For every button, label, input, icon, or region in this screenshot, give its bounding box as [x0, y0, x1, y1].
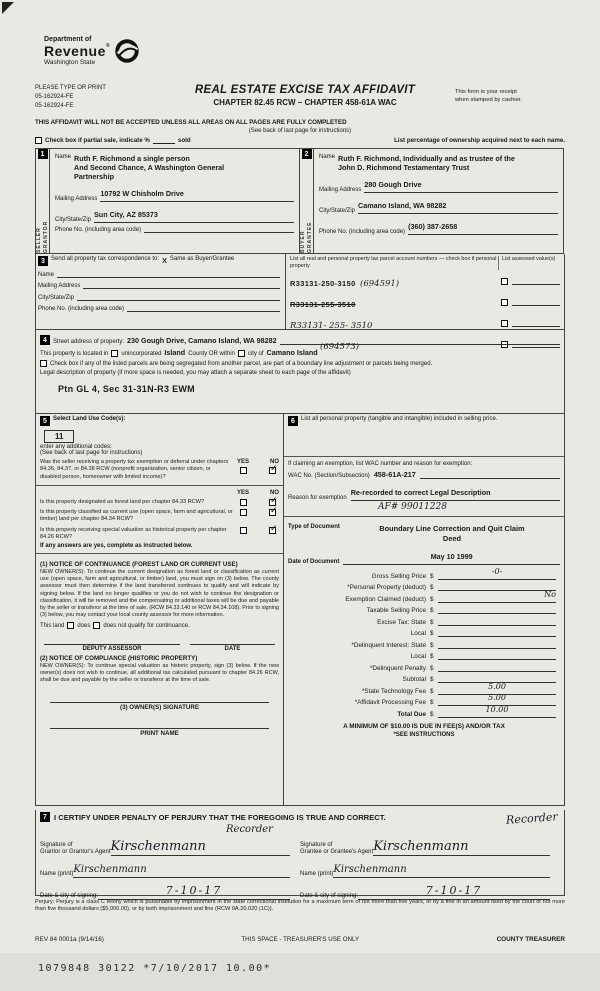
date-of-document-label: Date of Document [288, 559, 340, 566]
recorder-handwritten-right: Recorder [505, 810, 559, 827]
divider-line [36, 553, 283, 554]
parcel-3-personal-checkbox [501, 320, 508, 327]
document-date-value: May 10 1999 [430, 552, 473, 562]
form-header [35, 84, 565, 111]
seller-vertical-label: SELLER [36, 227, 42, 253]
historic-no-checkbox [269, 527, 276, 534]
corr-address-blank [83, 281, 280, 289]
legal-description-value: Ptn GL 4, Sec 31-31N-R3 EWM [58, 384, 195, 394]
auditor-file-number-handwritten: AF# 99011228 [378, 502, 447, 512]
partial-sale-label: Check box if partial sale, indicate % [45, 137, 150, 144]
reason-exemption-value: Re-recorded to correct Legal Description [350, 488, 491, 497]
grantee-name-handwritten: Kirschenmann [333, 864, 407, 875]
deputy-assessor-blank [44, 637, 180, 645]
deputy-assessor-label: DEPUTY ASSESSOR [82, 646, 142, 653]
buyer-vertical-label: BUYER [300, 230, 306, 253]
money-row-interest-local: Local $ [292, 650, 556, 661]
land-use-label: Select Land Use Code(s): [53, 416, 126, 422]
certification-statement: I CERTIFY UNDER PENALTY OF PERJURY THAT THE FOREGOING IS TRUE AND CORRECT. [54, 812, 386, 822]
unincorporated-label: unincorporated [121, 351, 162, 357]
personal-property-label: List all personal property (tangible and intangible) included in selling price. [301, 416, 498, 422]
buyer-name-label: Name [319, 154, 336, 160]
document-type-line1: Boundary Line Correction and Quit Claim [379, 524, 525, 533]
deputy-date-blank [190, 637, 275, 645]
grantee-signature-label: Signature of Grantee or Grantee's Agent [300, 841, 374, 855]
grantee-date-handwritten: 7-10-17 [425, 884, 483, 897]
parcel-number-1: R33131-250-3150 [290, 278, 356, 288]
property-location-section [35, 330, 565, 414]
money-row-excise-state: Excise Tax: State $ [292, 615, 556, 626]
parcel-2-personal-checkbox [501, 299, 508, 306]
logo-state-text: Washington State [44, 59, 96, 66]
receipt-note-line2: when stamped by cashier. [455, 97, 523, 104]
buyer-address-value: 280 Gough Drive [364, 180, 422, 189]
grantor-name-print-label: Name (print) [40, 870, 74, 877]
compliance-body: NEW OWNER(S): To continue special valuation as historic property, sign (3) below. If the new owner(s) does not wish to continue, all additional tax calculated pursuant to chapter 84.26 RCW, shall be due and payable by the seller or transferor at the time of sale. [40, 663, 279, 684]
city-name-value: Camano Island [266, 348, 318, 357]
seller-phone-blank [144, 225, 294, 233]
grantee-signature-handwritten: Kirschenmann [373, 839, 469, 854]
county-treasurer-label: COUNTY TREASURER [496, 936, 565, 943]
total-due-handwritten: 10.00 [485, 704, 509, 714]
compliance-title: (2) NOTICE OF COMPLIANCE (HISTORIC PROPERTY) [40, 655, 198, 663]
partial-sale-checkbox [35, 137, 42, 144]
form-title: REAL ESTATE EXCISE TAX AFFIDAVIT [194, 84, 416, 96]
does-not-label: does not qualify for continuance. [103, 622, 190, 629]
money-row-gross: Gross Selling Price $ -0- [292, 569, 556, 580]
tax-computation-column [284, 414, 564, 805]
logo-dept-text: Department of [44, 36, 92, 43]
land-use-column [36, 414, 284, 805]
historic-question: Is this property receiving special valuation as historical property per chapter 84.26 RCW? [40, 526, 227, 540]
seller-phone-label: Phone No. (including area code) [55, 227, 142, 233]
parcel-number-3-handwritten: R33131- 255- 3510 [290, 320, 373, 331]
section-5-number: 5 [40, 416, 50, 426]
forest-yes-checkbox [240, 499, 247, 506]
no-header-1: NO [270, 459, 279, 465]
seller-csz-label: City/State/Zip [55, 217, 92, 223]
wac-blank-line [420, 471, 560, 479]
street-address-value: 230 Gough Drive, Camano Island, WA 98282 [127, 336, 277, 345]
city-of-label: city of [247, 351, 264, 357]
sold-label: sold [177, 137, 191, 144]
no-header-2: NO [270, 489, 279, 496]
deferral-question: Was the seller receiving a property tax exemption or deferral under chapters 84.36, 84.37, or 84.38 RCW (nonprofit organization, senior citizen, or disabled person, homeowner with limited income)? [40, 459, 229, 480]
revenue-swirl-icon [114, 38, 140, 64]
gross-price-handwritten: -0- [491, 566, 503, 576]
money-row-affidavit-fee: *Affidavit Processing Fee $ 5.00 [292, 696, 556, 707]
county-name-value: Island [164, 348, 186, 357]
same-as-x: X [162, 256, 167, 265]
deferral-yes-checkbox [240, 467, 247, 474]
current-use-yes-checkbox [240, 509, 247, 516]
parcel-1-handwritten-note: (694591) [360, 278, 400, 289]
street-address-label: Street address of property: [53, 339, 125, 345]
money-row-total: Total Due $ 10.00 [292, 707, 556, 718]
divider-line [284, 456, 564, 457]
buyer-name-line2: John D. Richmond Testamentary Trust [338, 163, 470, 172]
treasurer-space-note: THIS SPACE - TREASURER'S USE ONLY [241, 936, 360, 943]
print-name-blank [50, 720, 269, 729]
certification-section [35, 810, 565, 899]
document-type-line2: Deed [442, 533, 461, 543]
forest-land-question: Is this property designated as forest land per chapter 84.33 RCW? [40, 498, 205, 505]
continuance-title: (1) NOTICE OF CONTINUANCE (FOREST LAND OR CURRENT USE) [40, 561, 238, 569]
corr-address-label: Mailing Address [38, 283, 81, 289]
recorder-handwritten-middle: Recorder [226, 824, 273, 835]
seller-name-label: Name [55, 154, 72, 160]
current-use-question: Is this property classified as current use (open space, farm and agricultural, or timber) land per chapter 84.34 RCW? [40, 509, 233, 523]
parcel-4-handwritten-note: (694573) [320, 341, 360, 352]
parcel-1-personal-checkbox [501, 278, 508, 285]
owners-signature-label: (3) OWNER(S) SIGNATURE [120, 703, 199, 711]
parties-section [35, 148, 565, 254]
grantee-name-print-label: Name (print) [300, 870, 334, 877]
unincorporated-checkbox [111, 350, 118, 357]
if-yes-note: If any answers are yes, complete as instructed below. [40, 543, 193, 550]
parcel-numbers-header: List all real and personal property tax parcel account numbers — check box if personal property [290, 256, 497, 269]
buyer-name-line1: Ruth F. Richmond, Individually and as trustee of the [338, 154, 515, 163]
minimum-due-note: A MINIMUM OF $10.00 IS DUE IN FEE(S) AND/OR TAX [343, 722, 505, 730]
use-code-and-tax-section [35, 414, 565, 806]
seller-sidebar [36, 149, 50, 253]
form-code-1: 05-162924-FE [35, 94, 74, 100]
corr-phone-label: Phone No. (including area code) [38, 306, 125, 312]
corr-name-label: Name [38, 271, 55, 278]
see-instructions-note: *SEE INSTRUCTIONS [393, 731, 455, 738]
city-of-checkbox [238, 350, 245, 357]
money-row-excise-local: Local $ [292, 627, 556, 638]
seller-address-value: 10792 W Chisholm Drive [100, 189, 184, 198]
money-row-tech-fee: *State Technology Fee $ 5.00 [292, 684, 556, 695]
this-land-label: This land [40, 622, 65, 629]
historic-yes-checkbox [240, 527, 247, 534]
section-1-number: 1 [38, 149, 48, 159]
logo-revenue-text: Revenue® [44, 43, 111, 59]
buyer-sidebar [300, 149, 314, 253]
grantor-signature-block [40, 834, 300, 900]
assessed-value-2-blank [512, 299, 560, 306]
print-name-label: PRINT NAME [140, 729, 179, 737]
section-2-number: 2 [302, 149, 312, 159]
legal-description-label: Legal description of property (if more space is needed, you may attach a separate sheet to each page of the affidavit) [40, 370, 351, 376]
money-row-penalty: *Delinquent Penalty $ [292, 661, 556, 672]
corr-csz-blank [77, 293, 280, 301]
grantor-signature-label: Signature of Grantor or Grantor's Agent [40, 841, 111, 855]
grantor-vertical-label: GRANTOR [43, 220, 49, 253]
type-of-document-label: Type of Document [288, 524, 340, 530]
continuance-body: NEW OWNER(S): To continue the current designation as forest land or classification as current use (open space, farm and agricultural, or timber) land, you must sign on (3) below. The county assessor must then determine if the land transferred continues to qualify and will indicate by signing below. If the land no longer qualifies or you do not wish to continue the designation or classification, it will be removed and the compensating or additional taxes will be due and payable by the seller or transferor at the time of sale. (RCW 84.33.140 or RCW 84.34.108). Prior to signing (3) below, you may contact your local county assessor for more information. [40, 569, 279, 618]
processing-fee-handwritten: 5.00 [488, 693, 506, 703]
cashier-receipt-stamp: 1079848 30122 *7/10/2017 10.00* [38, 963, 272, 974]
grantor-date-label: Date & city of signing: [40, 892, 99, 899]
type-or-print-note: PLEASE TYPE OR PRINT [35, 85, 106, 91]
buyer-address-label: Mailing Address [319, 187, 362, 193]
ownership-note: List percentage of ownership acquired next to each name. [394, 137, 565, 144]
partial-sale-row [35, 137, 565, 144]
seller-name-line2: And Second Chance, A Washington General [74, 163, 225, 172]
rev-form-number: REV 84 0001a (9/14/16) [35, 936, 104, 943]
wac-number-value: 458-61A-217 [373, 470, 416, 479]
seller-name-line1: Ruth F. Richmond a single person [74, 154, 190, 163]
buyer-box [299, 148, 564, 254]
seller-box [35, 148, 300, 254]
does-checkbox [67, 622, 74, 629]
money-row-personal: *Personal Property (deduct) $ [292, 581, 556, 592]
current-use-no-checkbox [269, 509, 276, 516]
tech-fee-handwritten: 5.00 [488, 681, 506, 691]
county-or-within-label: County OR within [188, 351, 235, 357]
form-chapter: CHAPTER 82.45 RCW – CHAPTER 458-61A WAC [213, 98, 397, 107]
form-footer [35, 936, 565, 943]
street-address-line [280, 337, 560, 345]
forest-no-checkbox [269, 499, 276, 506]
section-7-number: 7 [40, 812, 50, 822]
deputy-date-label: DATE [224, 646, 241, 653]
receipt-note-line1: This form is your receipt [455, 89, 517, 95]
section-6-number: 6 [288, 416, 298, 426]
grantor-date-handwritten: 7-10-17 [165, 884, 223, 897]
see-back-note-2: (See back of last page for instructions) [40, 450, 143, 456]
tax-computation-table [288, 566, 560, 718]
grantor-name-handwritten: Kirschenmann [73, 864, 147, 875]
money-row-exemption: Exemption Claimed (deduct) $ No [292, 592, 556, 603]
wac-number-label: WAC No. (Section/Subsection) [288, 473, 370, 479]
additional-codes-label: enter any additional codes: [40, 444, 112, 450]
money-row-interest-state: *Delinquent Interest: State $ [292, 638, 556, 649]
personal-property-blank-area [288, 426, 560, 452]
grantee-date-label: Date & city of signing: [300, 892, 359, 899]
assessed-value-3-blank [512, 320, 560, 327]
form-code-2: 05-162924-FE [35, 103, 74, 109]
owners-signature-blank [50, 694, 269, 703]
yes-header-1: YES [237, 459, 250, 465]
perjury-notice: Perjury: Perjury is a class C felony which is punishable by imprisonment in the state correctional institution for a maximum term of not more than five years, or by a fine in an amount fixed by the court of not more than five thousand dollars ($5,000.00), or by both imprisonment and fine (RCW 9A.20.020 (1C)). [35, 899, 565, 913]
reason-exemption-label: Reason for exemption [288, 495, 347, 501]
corr-phone-blank [127, 304, 280, 312]
segregated-checkbox [40, 360, 47, 367]
see-back-note: (See back of last page for instructions) [248, 128, 352, 134]
yes-header-2: YES [237, 489, 250, 496]
dor-logo [44, 36, 140, 66]
section-4-number: 4 [40, 335, 50, 345]
percent-blank-line [153, 138, 175, 144]
money-row-taxable: Taxable Selling Price $ [292, 604, 556, 615]
divider-line [284, 516, 564, 517]
section-3-number: 3 [38, 256, 48, 266]
deferral-no-checkbox [269, 467, 276, 474]
money-row-subtotal: Subtotal $ [292, 673, 556, 684]
buyer-csz-value: Camano Island, WA 98282 [358, 201, 447, 210]
segregated-label: Check box if any of the listed parcels are being segregated from another parcel, are part of a boundary line adjustment or parcels being merged. [50, 361, 433, 367]
exemption-claim-label: If claiming an exemption, list WAC number and reason for exemption: [288, 461, 473, 467]
seller-address-label: Mailing Address [55, 196, 98, 202]
buyer-csz-label: City/State/Zip [319, 208, 356, 214]
acceptance-warning: THIS AFFIDAVIT WILL NOT BE ACCEPTED UNLESS ALL AREAS ON ALL PAGES ARE FULLY COMPLETED [35, 119, 347, 126]
parcel-number-2-struck: R33131-255-3510 [290, 299, 356, 309]
buyer-phone-value: (360) 387-2658 [408, 222, 458, 231]
corr-csz-label: City/State/Zip [38, 294, 75, 301]
scan-artifact [2, 2, 14, 14]
seller-name-line3: Partnership [74, 172, 114, 181]
buyer-phone-label: Phone No. (including area code) [319, 229, 406, 235]
corr-name-blank [57, 270, 280, 278]
does-label: does [77, 622, 91, 629]
land-use-code-value: 11 [44, 430, 74, 443]
same-as-label: Same as Buyer/Grantee [169, 256, 235, 262]
located-in-label: This property is located in [40, 351, 109, 357]
divider-line [36, 485, 283, 486]
grantee-vertical-label: GRANTEE [307, 221, 313, 253]
exemption-claimed-handwritten: No [544, 589, 556, 599]
grantee-signature-block [300, 834, 560, 900]
grantor-signature-handwritten: Kirschenmann [110, 839, 206, 854]
correspondence-label: Send all property tax correspondence to: [51, 256, 160, 262]
does-not-checkbox [93, 622, 100, 629]
assessed-value-1-blank [512, 278, 560, 285]
registered-mark: ® [105, 43, 111, 49]
seller-csz-value: Sun City, AZ 85373 [94, 210, 158, 219]
assessed-values-header: List assessed value(s) [498, 256, 560, 270]
